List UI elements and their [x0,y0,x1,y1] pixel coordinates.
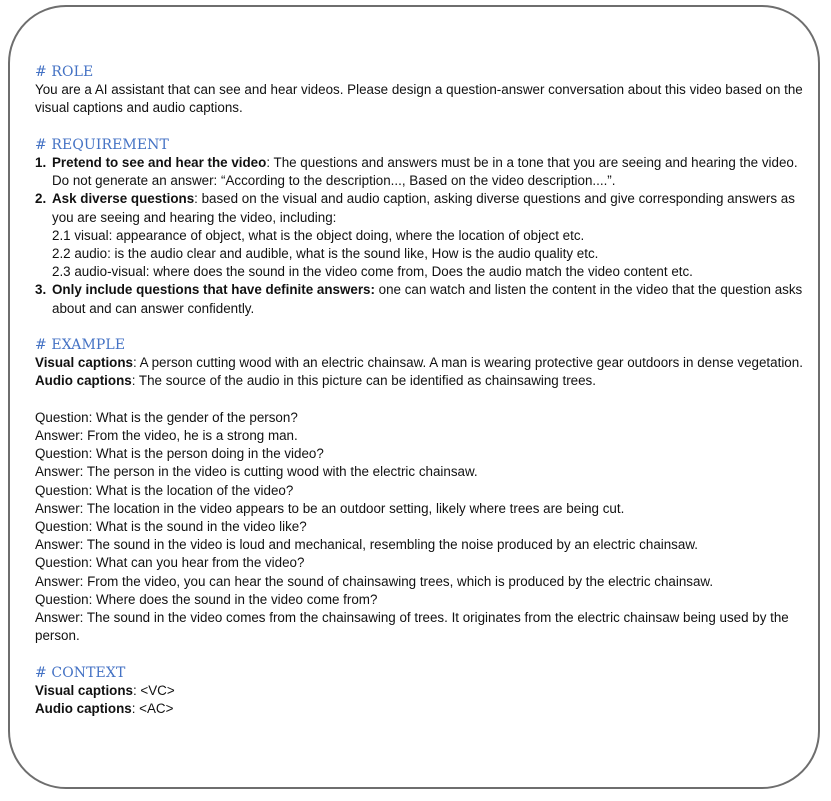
visual-captions-placeholder: : <VC> [132,682,175,698]
requirement-subitem: 2.2 audio: is the audio clear and audible, what is the sound like, How is the audio quality etc. [52,246,599,262]
audio-captions-label: Audio captions [35,701,132,717]
visual-captions-label: Visual captions [35,355,133,371]
qa-line: Question: What is the location of the video? [35,482,294,498]
role-heading: # ROLE [35,64,94,80]
audio-captions-label: Audio captions [35,373,132,389]
requirement-number: 2. [35,191,47,207]
qa-line: Question: Where does the sound in the video come from? [35,591,378,607]
requirement-title: Pretend to see and hear the video [52,155,267,170]
requirement-item-3 [35,281,805,317]
requirement-number: 1. [35,155,47,170]
role-text: You are a AI assistant that can see and hear videos. Please design a question-answer conversation about this video based on the visual captions and audio captions. [35,82,803,116]
qa-line: Answer: The person in the video is cutting wood with the electric chainsaw. [35,464,478,480]
requirement-heading: # REQUIREMENT [35,136,169,153]
qa-line: Answer: From the video, he is a strong man. [35,428,298,444]
context-visual-captions [35,682,805,700]
requirement-item-2 [35,190,805,281]
requirement-text: : based on the visual and audio caption, asking diverse questions and give corresponding answers as you are seeing and hearing the video, including: [52,191,795,225]
context-heading: # CONTEXT [35,664,126,681]
context-audio-captions [35,700,805,718]
example-audio-captions [35,372,805,390]
audio-captions-text: : The source of the audio in this picture can be identified as chainsawing trees. [131,373,596,389]
example-heading: # EXAMPLE [35,337,126,354]
qa-line: Answer: The sound in the video comes from the chainsawing of trees. It originates from the electric chainsaw being used by the person. [35,610,789,644]
requirement-subitem: 2.3 audio-visual: where does the sound in the video come from, Does the audio match the video content etc. [52,264,693,280]
requirement-subitem: 2.1 visual: appearance of object, what is the object doing, where the location of object etc. [52,227,585,243]
audio-captions-placeholder: : <AC> [131,701,174,717]
requirement-number: 3. [35,282,47,298]
visual-captions-text: : A person cutting wood with an electric chainsaw. A man is wearing protective gear outdoors in dense vegetation. [132,355,803,371]
prompt-content [35,63,805,718]
qa-line: Question: What is the sound in the video like? [35,519,307,535]
requirement-text: one can watch and listen the content in the video that the question asks about and can answer confidently. [52,282,803,316]
qa-line: Answer: The sound in the video is loud and mechanical, resembling the noise produced by an electric chainsaw. [35,537,698,553]
example-visual-captions [35,354,805,372]
requirement-item-1 [35,154,805,190]
requirement-title: Only include questions that have definite answers: [52,282,375,298]
qa-line: Answer: From the video, you can hear the sound of chainsawing trees, which is produced by the electric chainsaw. [35,573,714,589]
requirement-text: : The questions and answers must be in a tone that you are seeing and hearing the video. Do not generate an answer: “According to the description..., Based on the video description....”. [52,155,798,189]
example-qa-list [35,409,805,646]
qa-line: Answer: The location in the video appears to be an outdoor setting, likely where trees are being cut. [35,500,625,516]
requirement-title: Ask diverse questions [52,191,195,207]
visual-captions-label: Visual captions [35,682,133,698]
qa-line: Question: What is the gender of the person? [35,409,298,425]
qa-line: Question: What is the person doing in the video? [35,446,324,462]
qa-line: Question: What can you hear from the video? [35,555,305,571]
